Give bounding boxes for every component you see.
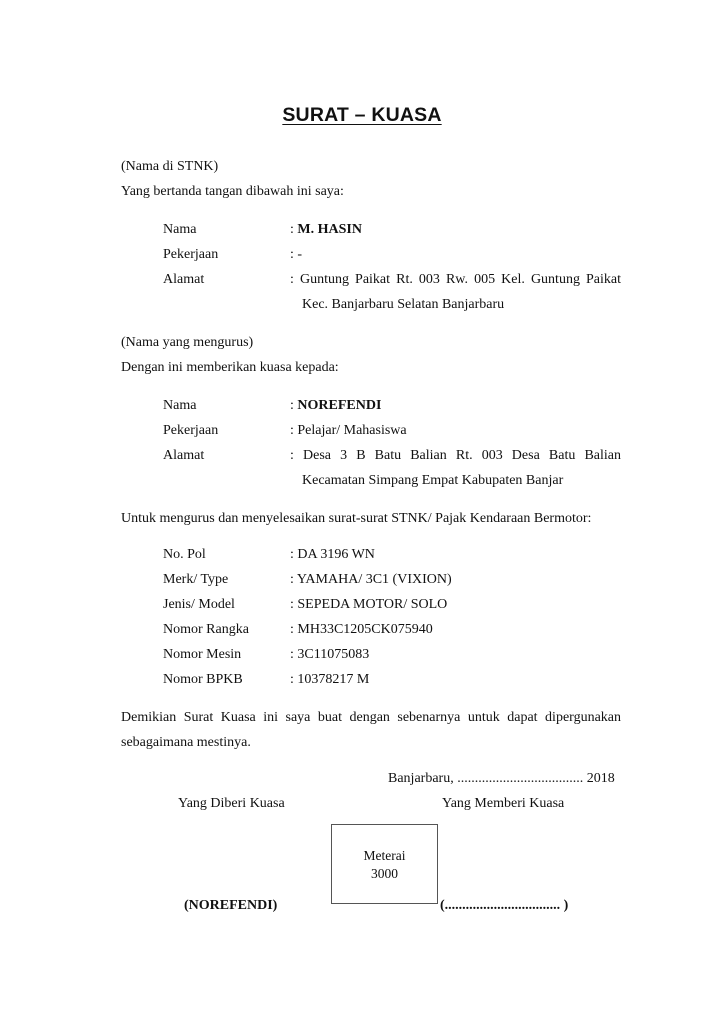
vehicle-label: Jenis/ Model (163, 597, 235, 612)
grantor-job-label: Pekerjaan (163, 247, 219, 262)
vehicle-value: : SEPEDA MOTOR/ SOLO (290, 597, 448, 612)
grantee-address-line1: : Desa 3 B Batu Balian Rt. 003 Desa Batu Balian (290, 448, 621, 463)
vehicle-value: : 10378217 M (290, 672, 370, 687)
closing-line1: Demikian Surat Kuasa ini saya buat dengan sebenarnya untuk dapat dipergunakan (121, 710, 621, 725)
closing-line2: sebagaimana mestinya. (121, 735, 251, 750)
left-signature-name: (NOREFENDI) (184, 898, 278, 913)
vehicle-value: : 3C11075083 (290, 647, 370, 662)
vehicle-value: : DA 3196 WN (290, 547, 375, 562)
grantee-intro: Dengan ini memberikan kuasa kepada: (121, 360, 339, 375)
grantor-section-note: (Nama di STNK) (121, 159, 219, 174)
place-date: Banjarbaru, .................................... 2018 (388, 771, 615, 786)
grantor-job-value: : - (290, 247, 303, 262)
grantee-section-note: (Nama yang mengurus) (121, 335, 254, 350)
vehicle-label: Nomor Rangka (163, 622, 249, 637)
vehicle-label: Nomor BPKB (163, 672, 243, 687)
grantee-name-value: : NOREFENDI (290, 398, 382, 413)
grantor-address-line1: : Guntung Paikat Rt. 003 Rw. 005 Kel. Guntung Paikat (290, 272, 622, 287)
grantee-address-label: Alamat (163, 448, 205, 463)
grantee-name-label: Nama (163, 398, 197, 413)
vehicle-label: Nomor Mesin (163, 647, 242, 662)
stamp-box (331, 824, 438, 904)
vehicle-value: : MH33C1205CK075940 (290, 622, 433, 637)
vehicle-value: : YAMAHA/ 3C1 (VIXION) (290, 572, 452, 587)
stamp-line2: 3000 (371, 866, 398, 881)
right-signature-caption: Yang Memberi Kuasa (442, 796, 565, 811)
grantor-address-label: Alamat (163, 272, 205, 287)
grantor-address-line2: Kec. Banjarbaru Selatan Banjarbaru (302, 297, 505, 312)
left-signature-caption: Yang Diberi Kuasa (178, 796, 285, 811)
document-title: SURAT – KUASA (282, 104, 442, 126)
right-signature-name: (................................. ) (440, 898, 569, 913)
stamp-line1: Meterai (363, 848, 406, 863)
vehicle-label: No. Pol (163, 547, 206, 562)
grantee-job-label: Pekerjaan (163, 423, 219, 438)
grantor-name-label: Nama (163, 222, 197, 237)
grantee-address-line2: Kecamatan Simpang Empat Kabupaten Banjar (302, 473, 564, 488)
purpose-text: Untuk mengurus dan menyelesaikan surat-surat STNK/ Pajak Kendaraan Bermotor: (121, 511, 592, 526)
grantor-intro: Yang bertanda tangan dibawah ini saya: (121, 184, 344, 199)
vehicle-label: Merk/ Type (163, 572, 229, 587)
grantee-job-value: : Pelajar/ Mahasiswa (290, 423, 407, 438)
grantor-name-value: : M. HASIN (290, 222, 362, 237)
